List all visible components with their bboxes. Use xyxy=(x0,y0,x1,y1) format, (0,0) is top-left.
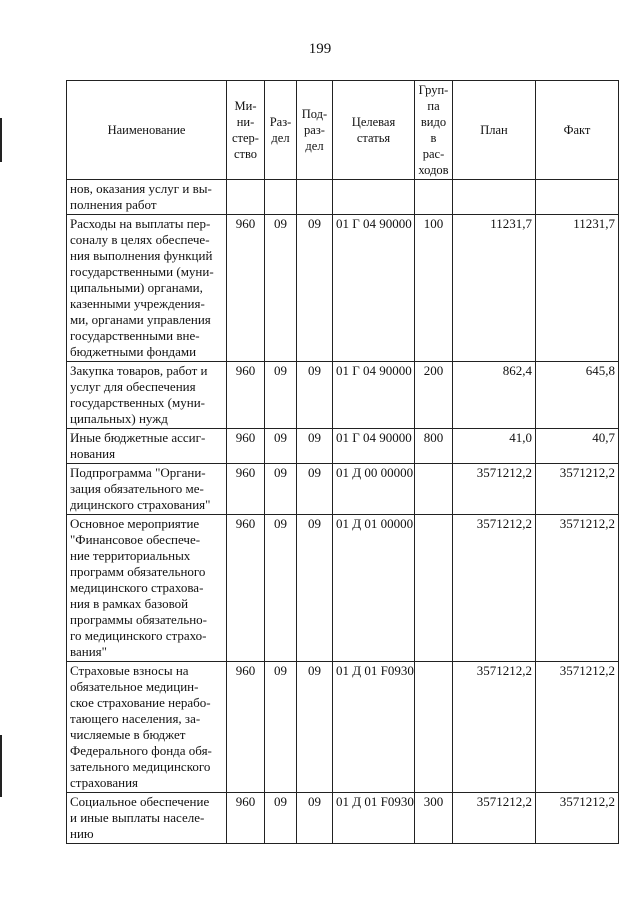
cell-group: 200 xyxy=(415,362,453,429)
cell-ministry: 960 xyxy=(227,215,265,362)
table-row xyxy=(67,793,619,844)
table-row xyxy=(67,464,619,515)
cell-fact: 3571212,2 xyxy=(536,662,619,793)
cell-group xyxy=(415,515,453,662)
header-fact: Факт xyxy=(536,81,619,180)
cell-ministry: 960 xyxy=(227,515,265,662)
cell-group xyxy=(415,464,453,515)
page-number: 199 xyxy=(308,41,332,57)
cell-subsection: 09 xyxy=(297,515,333,662)
scan-edge-mark xyxy=(0,118,2,162)
header-group: Груп- па видов рас- ходов xyxy=(415,81,453,180)
cell-target: 01 Д 01 00000 xyxy=(333,515,415,662)
cell-name: нов, оказания услуг и вы- полнения работ xyxy=(67,180,227,215)
cell-target: 01 Д 01 F0930 xyxy=(333,662,415,793)
header-subsection: Под- раз- дел xyxy=(297,81,333,180)
cell-plan: 3571212,2 xyxy=(453,793,536,844)
cell-fact: 3571212,2 xyxy=(536,793,619,844)
header-plan: План xyxy=(453,81,536,180)
cell-ministry: 960 xyxy=(227,662,265,793)
table-body xyxy=(67,180,619,844)
table-row xyxy=(67,515,619,662)
header-target: Целевая статья xyxy=(333,81,415,180)
cell-target: 01 Г 04 90000 xyxy=(333,362,415,429)
cell-subsection xyxy=(297,180,333,215)
cell-ministry: 960 xyxy=(227,793,265,844)
cell-subsection: 09 xyxy=(297,793,333,844)
cell-ministry: 960 xyxy=(227,362,265,429)
cell-section: 09 xyxy=(265,215,297,362)
table-row xyxy=(67,362,619,429)
cell-section: 09 xyxy=(265,362,297,429)
table-row xyxy=(67,180,619,215)
budget-table xyxy=(66,80,619,844)
cell-fact: 11231,7 xyxy=(536,215,619,362)
scan-edge-mark xyxy=(0,735,2,797)
cell-plan: 3571212,2 xyxy=(453,515,536,662)
cell-group xyxy=(415,662,453,793)
cell-subsection: 09 xyxy=(297,662,333,793)
cell-plan: 3571212,2 xyxy=(453,464,536,515)
cell-fact: 3571212,2 xyxy=(536,464,619,515)
cell-plan xyxy=(453,180,536,215)
cell-fact xyxy=(536,180,619,215)
cell-name: Подпрограмма "Органи- зация обязательного ме- дицинского страхования" xyxy=(67,464,227,515)
cell-target: 01 Г 04 90000 xyxy=(333,215,415,362)
cell-plan: 3571212,2 xyxy=(453,662,536,793)
cell-target: 01 Г 04 90000 xyxy=(333,429,415,464)
cell-subsection: 09 xyxy=(297,429,333,464)
cell-section: 09 xyxy=(265,429,297,464)
cell-group xyxy=(415,180,453,215)
cell-section: 09 xyxy=(265,662,297,793)
cell-ministry: 960 xyxy=(227,464,265,515)
header-ministry: Ми- ни- стер- ство xyxy=(227,81,265,180)
cell-name: Основное мероприятие "Финансовое обеспече- ние территориальных программ обязательного медицинского страхова- ния в рамках базовой программы обязательно- го медицинского страхо- вания" xyxy=(67,515,227,662)
cell-target: 01 Д 01 F0930 xyxy=(333,793,415,844)
cell-target: 01 Д 00 00000 xyxy=(333,464,415,515)
cell-fact: 3571212,2 xyxy=(536,515,619,662)
cell-name: Иные бюджетные ассиг- нования xyxy=(67,429,227,464)
cell-section: 09 xyxy=(265,515,297,662)
cell-plan: 41,0 xyxy=(453,429,536,464)
table-row xyxy=(67,662,619,793)
cell-name: Расходы на выплаты пер- соналу в целях обеспече- ния выполнения функций государственными (муни- ципальными) органами, казенными учреждения- ми, органами управления государственными вне- бюджетными фондами xyxy=(67,215,227,362)
cell-fact: 40,7 xyxy=(536,429,619,464)
cell-target xyxy=(333,180,415,215)
cell-ministry: 960 xyxy=(227,429,265,464)
cell-name: Закупка товаров, работ и услуг для обеспечения государственных (муни- ципальных) нужд xyxy=(67,362,227,429)
cell-name: Социальное обеспечение и иные выплаты населе- нию xyxy=(67,793,227,844)
cell-group: 300 xyxy=(415,793,453,844)
cell-fact: 645,8 xyxy=(536,362,619,429)
cell-subsection: 09 xyxy=(297,215,333,362)
table-row xyxy=(67,429,619,464)
cell-group: 800 xyxy=(415,429,453,464)
cell-subsection: 09 xyxy=(297,362,333,429)
table-header-row xyxy=(67,81,619,180)
cell-plan: 11231,7 xyxy=(453,215,536,362)
cell-section: 09 xyxy=(265,793,297,844)
header-section: Раз- дел xyxy=(265,81,297,180)
cell-group: 100 xyxy=(415,215,453,362)
cell-name: Страховые взносы на обязательное медицин- ское страхование нерабо- тающего населения, за- числяемые в бюджет Федерального фонда обя- зательного медицинского страхования xyxy=(67,662,227,793)
header-name: Наименование xyxy=(67,81,227,180)
cell-section: 09 xyxy=(265,464,297,515)
cell-ministry xyxy=(227,180,265,215)
cell-plan: 862,4 xyxy=(453,362,536,429)
cell-section xyxy=(265,180,297,215)
table-row xyxy=(67,215,619,362)
cell-subsection: 09 xyxy=(297,464,333,515)
